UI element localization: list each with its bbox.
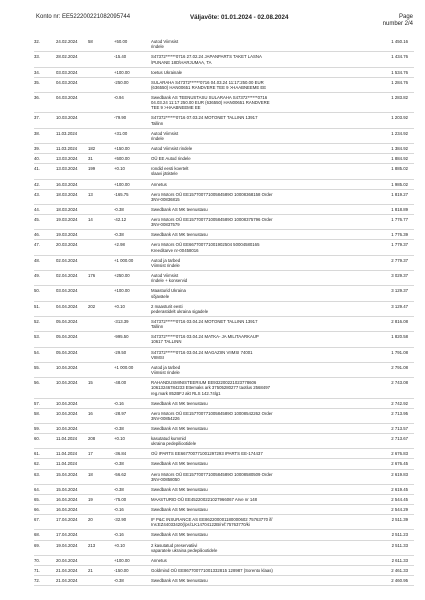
row-amount: -48.00	[114, 380, 127, 386]
row-number: 38.	[34, 130, 40, 136]
row-number: 33.	[34, 54, 40, 60]
row-doc-number: 18	[88, 471, 93, 477]
row-date: 04.03.2024	[56, 79, 78, 85]
table-row	[34, 190, 414, 205]
table-row	[34, 129, 414, 144]
row-description: rondid eesti koertelt slaavi jätistele	[151, 166, 189, 177]
row-date: 20.04.2024	[56, 557, 78, 563]
row-date: 28.02.2024	[56, 54, 78, 60]
row-number: 62.	[34, 461, 40, 467]
table-row	[34, 470, 414, 485]
row-amount: -150.00	[114, 567, 129, 573]
row-date: 10.04.2024	[56, 364, 78, 370]
row-balance: 3 129.47	[391, 303, 408, 309]
row-amount: +100.00	[114, 288, 130, 294]
row-number: 70.	[34, 557, 40, 563]
row-balance: 1 885.02	[391, 166, 408, 172]
row-date: 03.04.2024	[56, 288, 78, 294]
row-date: 10.04.2024	[56, 410, 78, 416]
row-date: 10.04.2024	[56, 400, 78, 406]
row-date: 05.04.2024	[56, 318, 78, 324]
row-amount: -0.38	[114, 206, 124, 212]
row-balance: 2 743.08	[391, 380, 408, 386]
row-description: Autod ja tarbed Viimsist rindele	[151, 364, 181, 376]
row-description: Swedbank AS MK teenustasu	[151, 532, 208, 538]
row-amount: -36.84	[114, 451, 127, 457]
row-number: 53.	[34, 334, 40, 340]
row-date: 04.03.2024	[56, 94, 78, 100]
row-date: 13.03.2024	[56, 166, 78, 172]
row-date: 18.03.2024	[56, 206, 78, 212]
table-row	[34, 409, 414, 424]
row-doc-number: 14	[88, 217, 93, 223]
row-date: 11.04.2024	[56, 436, 78, 442]
row-balance: 1 534.76	[391, 69, 408, 75]
table-row	[34, 286, 414, 301]
row-amount: -42.12	[114, 217, 127, 223]
table-row	[34, 505, 414, 515]
row-number: 59.	[34, 426, 40, 431]
row-number: 69.	[34, 542, 40, 548]
table-row	[34, 256, 414, 271]
table-row	[34, 240, 414, 255]
row-number: 72.	[34, 578, 40, 584]
row-balance: 2 791.08	[391, 364, 408, 370]
row-balance: 2 779.37	[391, 257, 408, 263]
row-date: 15.04.2024	[56, 471, 78, 477]
row-number: 34.	[34, 69, 40, 75]
row-description: Swedbank AS MK teenustasu	[151, 400, 208, 406]
row-date: 16.03.2024	[56, 181, 78, 187]
table-row	[34, 485, 414, 495]
row-amount: +0.10	[114, 436, 125, 442]
row-doc-number: 199	[88, 166, 96, 172]
row-balance: 2 816.08	[391, 318, 408, 324]
row-doc-number: 15	[88, 380, 93, 386]
row-doc-number: 202	[88, 303, 96, 309]
row-date: 19.03.2024	[56, 232, 78, 238]
row-number: 43.	[34, 191, 40, 197]
row-description: Autod Viimsist rindele	[151, 130, 179, 141]
row-description: Swedbank AS MK teenustasu	[151, 578, 208, 584]
row-amount: +31.00	[114, 130, 128, 136]
row-number: 42.	[34, 181, 40, 187]
row-description: 2 kasutatud preservatiivi vaparatele ukraina pedepiliootidele	[151, 542, 218, 553]
row-balance: 2 619.45	[391, 486, 408, 492]
table-row	[34, 363, 414, 378]
row-amount: +0.10	[114, 303, 125, 309]
table-row	[34, 164, 414, 179]
row-doc-number: 31	[88, 156, 93, 162]
row-amount: -0.38	[114, 232, 124, 238]
row-number: 65.	[34, 496, 40, 502]
row-amount: -250.00	[114, 79, 129, 85]
row-description: S47372******0716 03.04.24 MAGAZIIN VIIMSI 74001 VIIMSI	[151, 349, 253, 360]
row-date: 10.04.2024	[56, 426, 78, 431]
page-label: Page	[398, 14, 413, 20]
row-number: 46.	[34, 232, 40, 238]
row-number: 32.	[34, 39, 40, 44]
row-doc-number: 58	[88, 39, 93, 44]
row-doc-number: 176	[88, 273, 96, 279]
row-number: 60.	[34, 436, 40, 442]
row-doc-number: 20	[88, 517, 93, 523]
row-balance: 1 384.92	[391, 146, 408, 152]
row-amount: -32.90	[114, 517, 127, 523]
row-amount: -0.38	[114, 486, 124, 492]
row-balance: 2 544.29	[391, 507, 408, 513]
table-row	[34, 576, 414, 586]
row-number: 41.	[34, 166, 40, 172]
row-amount: -15.40	[114, 54, 127, 60]
statement-period: Väljavõte: 01.01.2024 - 02.08.2024	[190, 14, 289, 21]
page-number: number 2/4	[382, 21, 413, 27]
table-row	[34, 113, 414, 128]
row-description: Swedbank AS MK teenustasu	[151, 232, 208, 238]
table-row	[34, 271, 414, 286]
row-description: Annetus	[151, 557, 167, 563]
row-date: 02.04.2024	[56, 257, 78, 263]
row-description: SULARAHA S47372******0716 04.03.24 11:17:250.00 EUR (636550) HAN00651 RANDVERE TEE 9 >HAABNEEME EE	[151, 79, 267, 90]
row-balance: 2 619.83	[391, 471, 408, 477]
row-number: 36.	[34, 94, 40, 100]
row-description: Aero Motors OÜ EE15770077100584589O 10008542262 Order 3NV-00854226	[151, 410, 273, 421]
row-description: Swedbank AS MK teenustasu	[151, 486, 208, 492]
table-row	[34, 378, 414, 399]
row-balance: 1 234.92	[391, 130, 408, 136]
row-description: Autod Viimsist rindele	[151, 39, 179, 50]
row-number: 39.	[34, 146, 40, 152]
row-balance: 1 284.76	[391, 79, 408, 85]
row-number: 61.	[34, 451, 40, 457]
row-amount: +1 000.00	[114, 364, 134, 370]
row-date: 19.04.2024	[56, 542, 78, 548]
row-balance: 2 544.45	[391, 496, 408, 502]
row-amount: +100.00	[114, 181, 130, 187]
row-amount: -0.16	[114, 532, 124, 538]
row-balance: 1 884.92	[391, 156, 408, 162]
row-date: 24.02.2024	[56, 39, 78, 44]
row-description: Swedbank AS TEENUSTASU SULARAHA S47372******0716 04.03.24 11:17 250.00 EUR (636550) HAN00651 RANDVERE TEE 9 >HAABNEEME EE	[151, 94, 270, 111]
row-date: 17.04.2024	[56, 517, 78, 523]
row-number: 66.	[34, 507, 40, 513]
row-balance: 2 460.95	[391, 578, 408, 584]
row-balance: 1 434.76	[391, 54, 408, 60]
row-number: 40.	[34, 156, 40, 162]
row-number: 56.	[34, 380, 40, 386]
row-balance: 1 776.39	[391, 232, 408, 238]
row-number: 68.	[34, 532, 40, 538]
row-date: 13.03.2024	[56, 156, 78, 162]
row-balance: 2 742.92	[391, 400, 408, 406]
row-balance: 1 985.02	[391, 181, 408, 187]
table-row	[34, 78, 414, 93]
row-description: OÜ EE Autod rindele	[151, 156, 191, 162]
row-date: 16.04.2024	[56, 496, 78, 502]
row-balance: 1 820.58	[391, 334, 408, 340]
row-doc-number: 21	[88, 567, 93, 573]
row-date: 11.03.2024	[56, 130, 78, 136]
row-date: 21.04.2024	[56, 578, 78, 584]
table-row	[34, 515, 414, 530]
page-indicator	[383, 14, 413, 28]
row-amount: -0.16	[114, 400, 124, 406]
row-description: RAHANDUSMINISTEERIUM EE932200221023778606 10613246784233 Ettemaks ark 37505280277 taotlus 2568497 reg.mark 852BFJ akt RLS 142.74lg1	[151, 380, 270, 396]
row-doc-number: 13	[88, 191, 93, 197]
table-row	[34, 530, 414, 540]
row-balance: 2 713.67	[391, 436, 408, 442]
row-balance: 1 791.08	[391, 349, 408, 355]
row-description: toetus Ukrainale	[151, 69, 183, 75]
row-number: 67.	[34, 517, 40, 523]
table-row	[34, 302, 414, 317]
row-balance: 2 511.33	[391, 542, 408, 548]
row-amount: -29.50	[114, 349, 127, 355]
row-number: 57.	[34, 400, 40, 406]
row-amount: -165.75	[114, 191, 129, 197]
account-number: Konto nr: EE522200221082095744	[36, 14, 131, 20]
row-date: 19.03.2024	[56, 217, 78, 223]
row-doc-number: 213	[88, 542, 96, 548]
row-date: 18.03.2024	[56, 191, 78, 197]
row-amount: -0.38	[114, 578, 124, 584]
row-description: Swedbank AS MK teenustasu	[151, 461, 208, 467]
table-row	[34, 556, 414, 566]
transaction-table	[34, 37, 414, 586]
row-description: Autod Viimsist rindele + konservid	[151, 273, 188, 284]
row-number: 52.	[34, 318, 40, 324]
row-balance: 1 818.89	[391, 206, 408, 212]
row-date: 16.04.2024	[56, 507, 78, 513]
row-description: Swedbank AS MK teenustasu	[151, 206, 208, 212]
row-amount: +0.10	[114, 542, 125, 548]
row-description: S47372******0716 03.04.24 MATKA- JA MILITAARKAUP 10617 TALLINN	[151, 334, 259, 345]
row-number: 49.	[34, 273, 40, 279]
row-number: 54.	[34, 349, 40, 355]
row-doc-number: 17	[88, 451, 93, 457]
row-amount: -0.16	[114, 507, 124, 513]
row-description: Annetus	[151, 181, 167, 187]
row-description: Aero Motors OÜ EE15770077100584589O 10008580509 Order 3NV-00858050	[151, 471, 273, 482]
row-number: 45.	[34, 217, 40, 223]
row-date: 17.04.2024	[56, 532, 78, 538]
row-amount: +100.00	[114, 69, 130, 75]
row-date: 15.04.2024	[56, 486, 78, 492]
row-amount: +100.00	[114, 557, 130, 563]
table-row	[34, 424, 414, 434]
row-amount: -75.00	[114, 496, 127, 502]
row-amount: +2.98	[114, 242, 125, 248]
row-date: 04.04.2024	[56, 303, 78, 309]
row-date: 05.04.2024	[56, 334, 78, 340]
row-description: kasutatud kummid ukraina pedepiliootidele	[151, 436, 197, 447]
row-amount: +250.00	[114, 273, 130, 279]
row-description: S47372******0716 27.02.24 JAPANPARTS TAKET LASNA \PUNANE 18D\HARJUMAA, TA	[151, 54, 262, 65]
row-number: 58.	[34, 410, 40, 416]
row-number: 35.	[34, 79, 40, 85]
row-amount: +150.00	[114, 146, 130, 152]
row-balance: 2 511.23	[391, 532, 408, 538]
table-row	[34, 317, 414, 332]
row-amount: +500.00	[114, 156, 130, 162]
row-description: Autod ja tarbed Viimsist rindele	[151, 257, 181, 268]
row-description: MAASTURID OÜ EE452200221027966067 Arve nr 148	[151, 496, 258, 502]
row-number: 44.	[34, 206, 40, 212]
row-amount: +50.00	[114, 39, 128, 44]
row-date: 03.03.2024	[56, 69, 78, 75]
row-number: 51.	[34, 303, 40, 309]
row-description: S47372******0716 03.04.24 MOTONET TALLINN 13917 Tallinn	[151, 318, 258, 330]
row-amount: -0.38	[114, 461, 124, 467]
row-doc-number: 208	[88, 436, 96, 442]
row-amount: -79.90	[114, 115, 127, 121]
row-date: 10.04.2024	[56, 380, 78, 386]
row-balance: 2 713.95	[391, 410, 408, 416]
row-number: 47.	[34, 242, 40, 248]
row-balance: 2 611.33	[391, 557, 408, 563]
row-doc-number: 16	[88, 410, 93, 416]
row-date: 02.04.2024	[56, 273, 78, 279]
table-row	[34, 434, 414, 449]
row-balance: 1 779.37	[391, 242, 408, 248]
row-description: OÜ IPARTS EE667700771001297293 IPARTS EE-174437	[151, 451, 263, 457]
row-doc-number: 182	[88, 146, 96, 152]
table-row	[34, 154, 414, 164]
table-row	[34, 399, 414, 409]
row-balance: 1 819.27	[391, 191, 408, 197]
row-amount: -0.38	[114, 426, 124, 431]
row-description: Aero Motors OÜ EE667700771001902504 50004580165 Kreeditarve nr-00458016	[151, 242, 260, 253]
row-amount: -56.62	[114, 471, 127, 477]
row-balance: 1 450.16	[391, 39, 408, 44]
row-date: 11.04.2024	[56, 451, 78, 457]
row-balance: 2 676.45	[391, 461, 408, 467]
row-description: Autod Viimsist rindele	[151, 146, 193, 152]
row-description: Aero Motors OÜ EE15770077100584589O 10008375796 Order 3NV-00837579	[151, 217, 273, 228]
row-number: 64.	[34, 486, 40, 492]
table-row	[34, 180, 414, 190]
row-balance: 2 713.57	[391, 426, 408, 431]
table-row	[34, 52, 414, 67]
row-amount: -0.94	[114, 94, 124, 100]
row-description: Swedbank AS MK teenustasu	[151, 507, 208, 513]
table-row	[34, 205, 414, 215]
table-row	[34, 459, 414, 469]
table-row	[34, 37, 414, 52]
row-balance: 2 461.33	[391, 567, 408, 573]
row-balance: 2 511.39	[391, 517, 408, 523]
row-date: 05.04.2024	[56, 349, 78, 355]
row-balance: 3 029.37	[391, 273, 408, 279]
table-row	[34, 566, 414, 576]
row-description: Maasturid Ukraina sõjaväele	[151, 288, 186, 299]
table-row	[34, 93, 414, 114]
row-date: 11.03.2024	[56, 146, 78, 152]
table-row	[34, 68, 414, 78]
table-row	[34, 144, 414, 154]
row-date: 21.04.2024	[56, 567, 78, 573]
row-amount: -313.39	[114, 318, 129, 324]
row-number: 55.	[34, 364, 40, 370]
table-row	[34, 230, 414, 240]
row-description: 2 maasturit eesti pederastidelt ukraina sigadele	[151, 303, 209, 314]
row-description: Aero Motors OÜ EE15770077100584589O 10008368158 Order 3NV-00836815	[151, 191, 273, 202]
row-date: 10.03.2024	[56, 115, 78, 121]
row-doc-number: 19	[88, 496, 93, 502]
table-row	[34, 449, 414, 459]
row-number: 63.	[34, 471, 40, 477]
table-row	[34, 348, 414, 363]
row-description: Swedbank AS MK teenustasu	[151, 426, 208, 431]
row-balance: 3 129.37	[391, 288, 408, 294]
row-date: 20.03.2024	[56, 242, 78, 248]
row-balance: 1 283.82	[391, 94, 408, 100]
row-balance: 2 676.83	[391, 451, 408, 457]
row-date: 11.04.2024	[56, 461, 78, 467]
table-row	[34, 332, 414, 347]
row-amount: +1 000.00	[114, 257, 134, 263]
row-description: S47372******0716 07.03.24 MOTONET TALLINN 13917 Tallinn	[151, 115, 258, 126]
table-row	[34, 495, 414, 505]
row-description: IF P&C INSURANCE AS EE862200001180000602 75763770 if/ Ins:EZ44033420(/psl:LK14704122B/ref:75763770/ki	[151, 517, 273, 528]
table-row	[34, 215, 414, 230]
row-amount: -28.97	[114, 410, 127, 416]
row-number: 37.	[34, 115, 40, 121]
row-amount: -995.50	[114, 334, 129, 340]
row-number: 71.	[34, 567, 40, 573]
row-description: Goldmind OÜ EE867700771001332815 128987 (Sorento klaas)	[151, 567, 273, 573]
row-balance: 1 776.77	[391, 217, 408, 223]
row-number: 50.	[34, 288, 40, 294]
row-number: 48.	[34, 257, 40, 263]
row-amount: +0.10	[114, 166, 125, 172]
row-balance: 1 203.92	[391, 115, 408, 121]
table-row	[34, 541, 414, 556]
